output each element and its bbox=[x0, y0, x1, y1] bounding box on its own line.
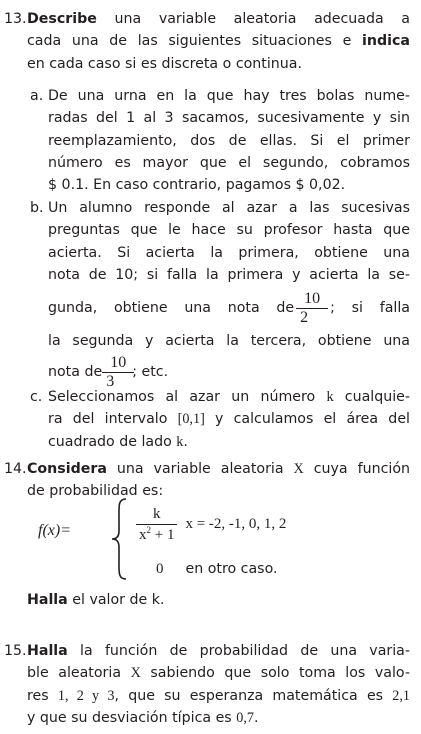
left-brace bbox=[110, 498, 128, 580]
exercise-statement: Describe una variable aleatoria adecuada a cada una de las siguientes situaciones e indica en cada caso si es discreta o continua. bbox=[27, 11, 410, 72]
exercise-number: 14. bbox=[4, 461, 27, 477]
fraction-10-over-3: $\frac{10}{3}$ bbox=[106, 354, 130, 391]
exercise-number: 15. bbox=[4, 643, 27, 659]
verb-considera: Considera bbox=[27, 461, 107, 477]
function-domain: x = -2, -1, 0, 1, 2 bbox=[185, 516, 287, 533]
case-row-2: 0 en otro caso. bbox=[156, 561, 278, 577]
verb-describe: Describe bbox=[27, 11, 97, 27]
item-text: Seleccionamos al azar un número k cualquie- ra del intervalo [0,1] y calculamos el área del cuadrado de lado k. bbox=[48, 389, 410, 450]
item-letter: c. bbox=[30, 389, 43, 405]
verb-indica: indica bbox=[362, 33, 410, 50]
item-text: De una urna en la que hay tres bolas nume- radas del 1 al 3 sacamos, sucesivamente y sin reemplazamiento, dos de ellas. Si el primer número es mayor que el segundo, cobramos $ 0.1. En caso contrario, pagamos $ 0,02. bbox=[48, 88, 410, 194]
exercise-statement: Considera una variable aleatoria X cuya función de probabilidad es: bbox=[27, 461, 410, 500]
exercise-number: 13. bbox=[4, 11, 27, 27]
item-letter: a. bbox=[30, 88, 44, 104]
case-row-1 bbox=[136, 504, 286, 545]
verb-halla: Halla bbox=[27, 643, 68, 659]
verb-halla: Halla bbox=[27, 592, 68, 608]
function-name: f(x)= bbox=[38, 522, 71, 539]
fraction-k-over-x2-plus-1: k $x^2 + 1$ bbox=[136, 504, 177, 545]
fraction-10-over-2: $\frac{10}{2}$ bbox=[300, 290, 324, 327]
piecewise-function bbox=[38, 498, 378, 588]
item-text: Un alumno responde al azar a las sucesivas preguntas que le hace su profesor hasta que acierta. Si acierta la primera, obtiene una nota de 10; si falla la primera y acierta la se- gunda, obtiene una nota de $\frac{10}{2}$ ; si falla la segunda y acierta la tercera, obtiene una nota de $\frac{10}{3}$ ; etc. bbox=[48, 200, 410, 390]
item-letter: b. bbox=[30, 200, 44, 216]
exercise-statement: Halla la función de probabilidad de una varia- ble aleatoria X sabiendo que solo toma los valo- res 1, 2 y 3, que su esperanza matemática es 2,1 y que su desviación típica es 0,7. bbox=[27, 643, 410, 726]
